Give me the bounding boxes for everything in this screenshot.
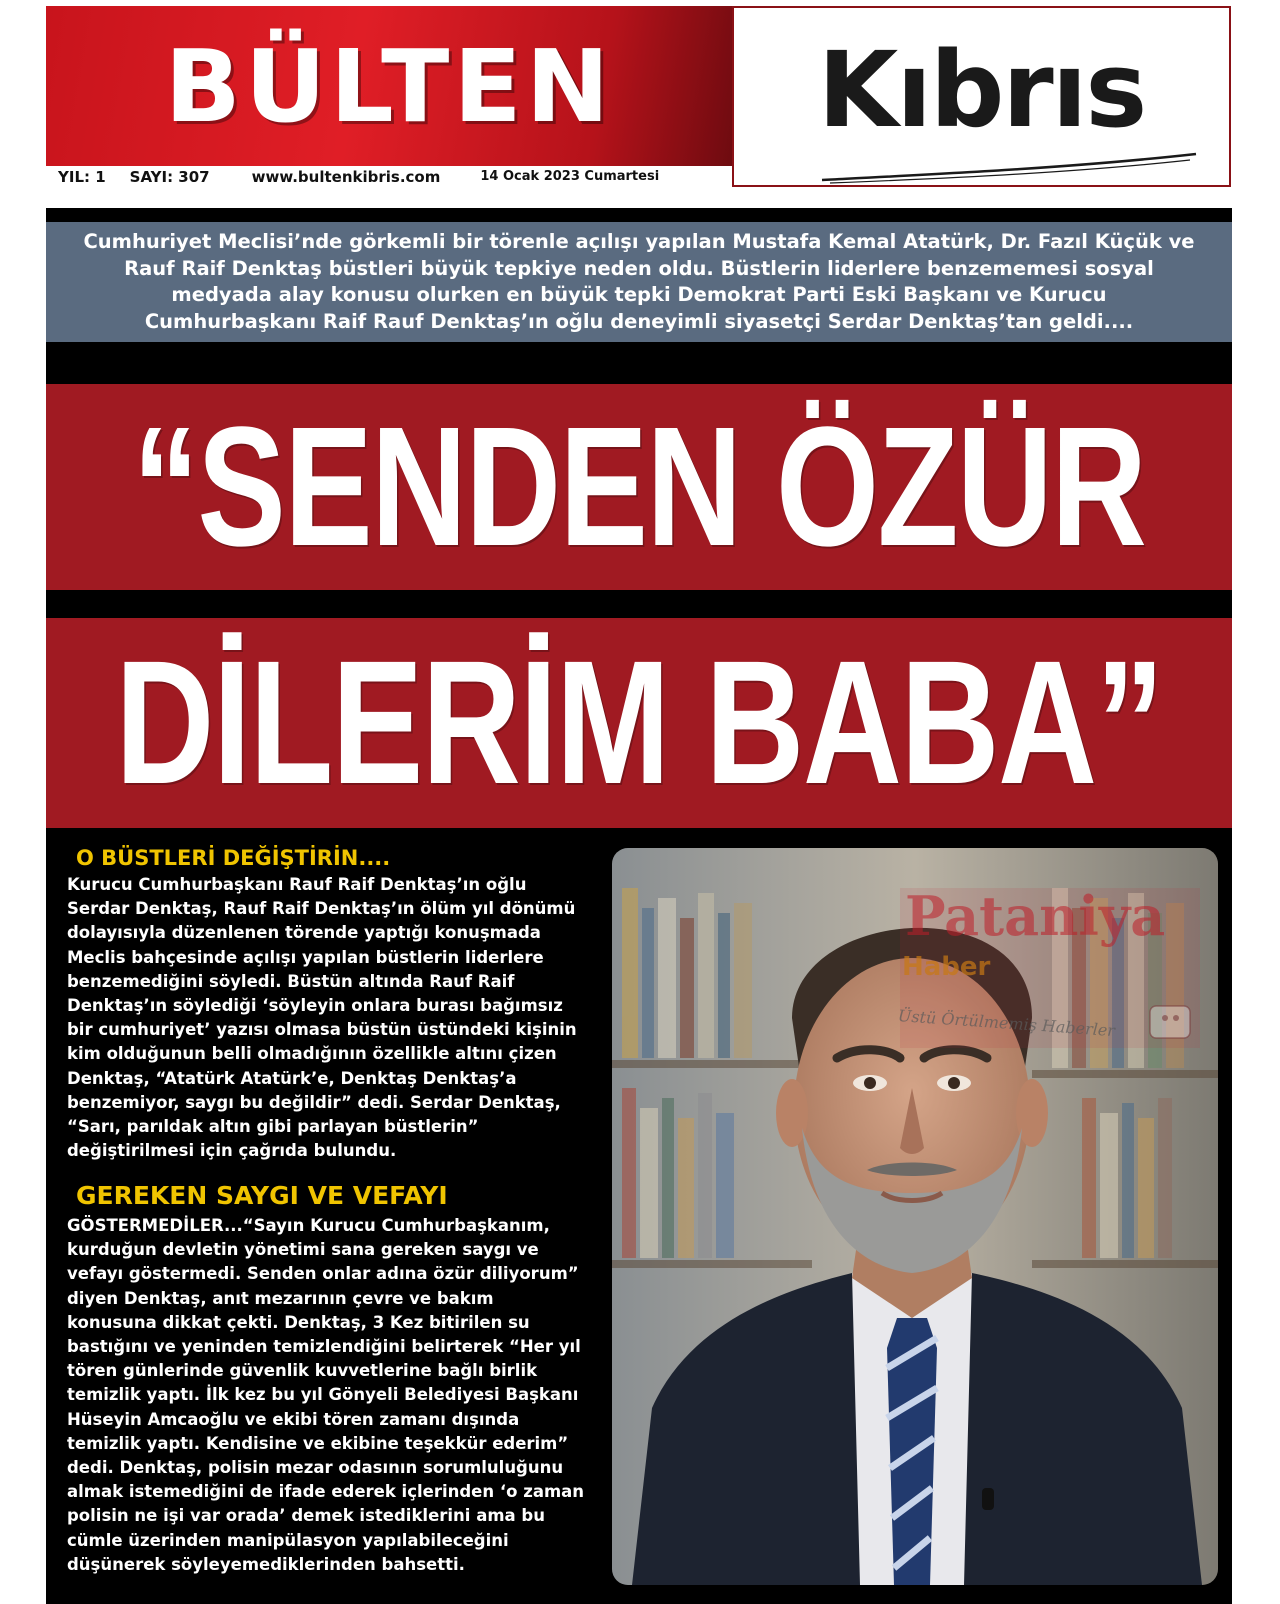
text-line: polisin ne işi var orada’ demek istediklerini ama bu	[67, 1506, 545, 1526]
text-line: “Sarı, parıldak altın gibi parlayan büstlerin”	[67, 1117, 479, 1137]
subhead-2: GEREKEN SAYGI VE VEFAYI	[76, 1181, 448, 1210]
issue-info-bar	[46, 166, 732, 187]
issue-number: SAYI: 307	[129, 167, 210, 186]
text-line: Denktaş’ın söylediği ‘söyleyin onlara burası bağımsız	[67, 996, 563, 1016]
lead-box	[46, 222, 1232, 342]
text-line: Meclis bahçesinde açılışı yapılan büstlerin liderlere	[67, 947, 544, 967]
text-line: bir cumhuriyet’ yazısı olmasa büstün üstündeki kişinin	[67, 1020, 577, 1040]
text-line: almak istemediğini de ifade ederek içlerinden ‘o zaman	[67, 1482, 585, 1502]
issue-year: YIL: 1	[58, 167, 106, 186]
text-line: dedi. Denktaş, polisin mezar odasının sorumluluğunu	[67, 1458, 564, 1478]
text-line: düşünerek söyleyemediklerinden bahsetti.	[67, 1554, 465, 1574]
text-line: tören günlerinde güvenlik kuvvetlerine bağlı birlik	[67, 1361, 538, 1381]
lead-line: medyada alay konusu olurken en büyük tepki Demokrat Parti Eski Başkanı ve Kurucu	[171, 283, 1107, 306]
text-line: cümle üzerinden manipülasyon yapılabileceğini	[67, 1530, 509, 1550]
article-paragraph-1	[67, 873, 587, 1163]
text-line: değiştirilmesi için çağrıda bulundu.	[67, 1141, 397, 1161]
headline-line-1: “SENDEN ÖZÜR	[132, 392, 1146, 582]
text-line: kurduğun devletin yönetimi sana gereken saygı ve	[67, 1240, 539, 1260]
text-line: Hüseyin Amcaoğlu ve ekibi tören zamanı dışında	[67, 1409, 520, 1429]
text-line: dolayısıyla düzenlenen törende yaptığı konuşmada	[67, 923, 541, 943]
lead-text	[83, 229, 1194, 335]
watermark-name: Pataniya	[905, 884, 1166, 948]
text-line: Denktaş, “Atatürk Atatürk’e, Denktaş Denktaş’a	[67, 1068, 517, 1088]
masthead-kibris: Kıbrıs	[817, 29, 1146, 151]
text-line: temizlik yaptı. İlk kez bu yıl Gönyeli Belediyesi Başkanı	[67, 1385, 579, 1405]
masthead-title: BÜLTEN	[164, 27, 614, 145]
text-line: vefayı göstermedi. Senden onlar adına özür diliyorum”	[67, 1264, 579, 1284]
lead-line: Cumhuriyet Meclisi’nde görkemli bir törenle açılışı yapılan Mustafa Kemal Atatürk, Dr. Fazıl Küçük ve	[83, 230, 1195, 253]
text-line: temizlik yaptı. Kendisine ve ekibine teşekkür ederim”	[67, 1433, 569, 1453]
website-link[interactable]: www.bultenkibris.com	[251, 167, 441, 186]
lead-line: Cumhurbaşkanı Raif Rauf Denktaş’ın oğlu deneyimli siyasetçi Serdar Denktaş’tan geldi....	[144, 309, 1134, 333]
headline-line-2: DİLERİM BABA”	[115, 625, 1163, 821]
issue-date: 14 Ocak 2023 Cumartesi	[480, 169, 660, 184]
text-line: konusuna dikkat çekti. Denktaş, 3 Kez bitirilen su	[67, 1312, 530, 1332]
text-line: diyen Denktaş, anıt mezarının çevre ve bakım	[67, 1288, 494, 1308]
text-line: kim olduğunun belli olmadığının özellikle altını çizen	[67, 1044, 557, 1064]
lead-line: Rauf Raif Denktaş büstleri büyük tepkiye neden oldu. Büstlerin liderlere benzememesi sosyal	[124, 256, 1154, 280]
text-line: benzemiyor, saygı bu değildir” dedi. Serdar Denktaş,	[67, 1092, 561, 1112]
text-line: Serdar Denktaş, Rauf Raif Denktaş’ın ölüm yıl dönümü	[67, 899, 576, 919]
masthead-swoosh-icon	[820, 150, 1200, 186]
watermark-tagline: Üstü Örtülmemiş Haberler	[897, 1006, 1116, 1041]
text-line: GÖSTERMEDİLER...“Sayın Kurucu Cumhurbaşkanım,	[67, 1216, 550, 1235]
text-line: bastığını ve yeninden temizlendiğini belirterek “Her yıl	[67, 1337, 581, 1357]
text-line: Kurucu Cumhurbaşkanı Rauf Raif Denktaş’ın oğlu	[67, 875, 527, 894]
watermark-sub: Haber	[902, 952, 991, 982]
subhead-1: O BÜSTLERİ DEĞİŞTİRİN....	[76, 846, 391, 870]
article-paragraph-2	[67, 1214, 587, 1577]
text-line: benzemediğini söyledi. Büstün altında Rauf Raif	[67, 971, 515, 991]
